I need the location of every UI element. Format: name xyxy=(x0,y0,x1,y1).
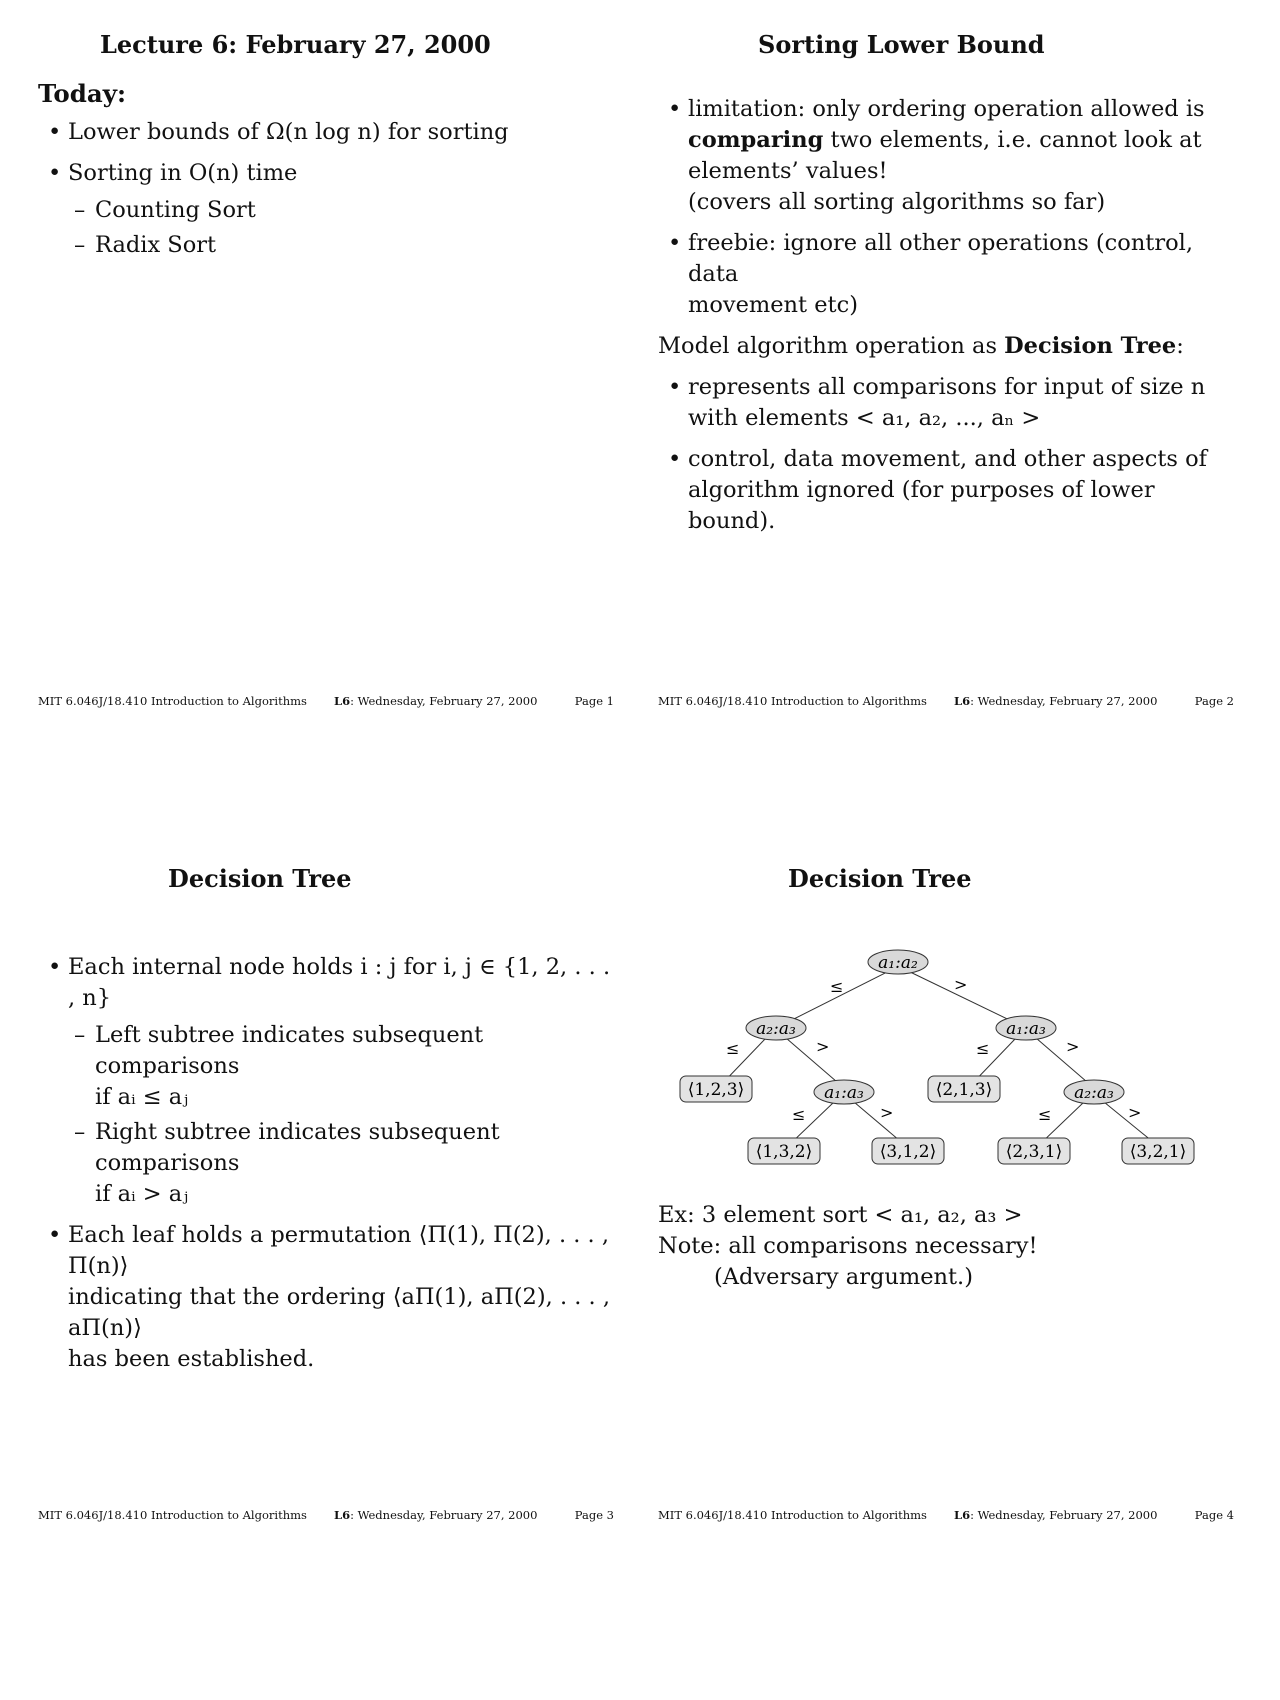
subbullet-left-subtree: – Left subtree indicates subsequent comparisons if aᵢ ≤ aⱼ xyxy=(68,1020,618,1113)
svg-text:a₁:a₂: a₁:a₂ xyxy=(878,953,918,973)
svg-text:⟨2,3,1⟩: ⟨2,3,1⟩ xyxy=(1005,1142,1063,1162)
edge-label-le: ≤ xyxy=(726,1039,740,1058)
node-root xyxy=(868,950,928,974)
slide-footer xyxy=(658,694,1234,710)
svg-text:a₁:a₃: a₁:a₃ xyxy=(1006,1019,1046,1039)
leaf-123 xyxy=(680,1076,752,1102)
slide-body xyxy=(38,952,618,1385)
bullet-freebie: • freebie: ignore all other operations (control, data movement etc) xyxy=(658,228,1238,321)
slide-body xyxy=(38,78,618,271)
bullet-limitation: • limitation: only ordering operation allowed is comparing two elements, i.e. cannot look at elements’ values! (covers all sorting algorithms so far) xyxy=(658,94,1238,218)
footer-lecture: L6: Wednesday, February 27, 2000 xyxy=(954,1508,1158,1522)
subbullet-counting-sort: – Counting Sort xyxy=(68,195,618,226)
footer-page: Page 4 xyxy=(1194,1508,1234,1522)
slide-title: Sorting Lower Bound xyxy=(758,30,1045,59)
svg-text:⟨1,3,2⟩: ⟨1,3,2⟩ xyxy=(755,1142,813,1162)
leaf-312 xyxy=(872,1138,944,1164)
leaf-231 xyxy=(998,1138,1070,1164)
bullet-control-ignored: • control, data movement, and other aspects of algorithm ignored (for purposes of lower bound). xyxy=(658,444,1238,537)
footer-page: Page 1 xyxy=(574,694,614,708)
slide-3 xyxy=(38,864,638,1700)
subbullet-radix-sort: – Radix Sort xyxy=(68,230,618,261)
model-statement: Model algorithm operation as Decision Tree: xyxy=(658,333,1184,359)
leaf-321 xyxy=(1122,1138,1194,1164)
edge-label-gt: > xyxy=(816,1037,830,1056)
footer-course: MIT 6.046J/18.410 Introduction to Algorithms xyxy=(38,694,307,708)
note-line: Note: all comparisons necessary! xyxy=(658,1233,1038,1259)
example-line: Ex: 3 element sort < a₁, a₂, a₃ > xyxy=(658,1202,1023,1228)
footer-course: MIT 6.046J/18.410 Introduction to Algorithms xyxy=(658,1508,927,1522)
slide-body xyxy=(658,1200,1238,1293)
decision-tree-diagram xyxy=(656,948,1216,1188)
subbullet-right-subtree: – Right subtree indicates subsequent comparisons if aᵢ > aⱼ xyxy=(68,1117,618,1210)
node-right-right xyxy=(1064,1080,1124,1104)
bullet-linear-sorting: • Sorting in O(n) time – Counting Sort – Radix Sort xyxy=(38,158,618,261)
svg-text:a₂:a₃: a₂:a₃ xyxy=(756,1019,796,1039)
adversary-line: (Adversary argument.) xyxy=(714,1264,973,1290)
footer-page: Page 2 xyxy=(1194,694,1234,708)
svg-text:⟨1,2,3⟩: ⟨1,2,3⟩ xyxy=(687,1080,745,1100)
slide-footer xyxy=(658,1508,1234,1524)
slide-title: Decision Tree xyxy=(168,864,352,893)
svg-text:⟨3,2,1⟩: ⟨3,2,1⟩ xyxy=(1129,1142,1187,1162)
svg-text:⟨3,1,2⟩: ⟨3,1,2⟩ xyxy=(879,1142,937,1162)
footer-lecture: L6: Wednesday, February 27, 2000 xyxy=(334,1508,538,1522)
node-right xyxy=(996,1016,1056,1040)
svg-text:a₂:a₃: a₂:a₃ xyxy=(1074,1083,1114,1103)
edge-label-le: ≤ xyxy=(830,977,844,996)
slide-body xyxy=(658,94,1238,547)
edge-label-gt: > xyxy=(1066,1037,1080,1056)
slide-1 xyxy=(38,20,638,820)
bullet-represents: • represents all comparisons for input of size n with elements < a₁, a₂, ..., aₙ > xyxy=(658,372,1238,434)
footer-course: MIT 6.046J/18.410 Introduction to Algorithms xyxy=(658,694,927,708)
edge-label-gt: > xyxy=(880,1103,894,1122)
bullet-leaf: • Each leaf holds a permutation ⟨Π(1), Π(2), . . . , Π(n)⟩ indicating that the ordering ⟨aΠ(1), aΠ(2), . . . , aΠ(n)⟩ has been established. xyxy=(38,1220,618,1375)
edge-label-gt: > xyxy=(954,975,968,994)
slide-title: Decision Tree xyxy=(788,864,972,893)
bullet-internal-node: • Each internal node holds i : j for i, j ∈ {1, 2, . . . , n} – Left subtree indicates subsequent comparisons if aᵢ ≤ aⱼ – Right subtree indicates subsequent comparisons if aᵢ > aⱼ xyxy=(38,952,618,1210)
edge-label-le: ≤ xyxy=(1038,1105,1052,1124)
footer-course: MIT 6.046J/18.410 Introduction to Algorithms xyxy=(38,1508,307,1522)
slide-2 xyxy=(658,20,1258,820)
svg-text:⟨2,1,3⟩: ⟨2,1,3⟩ xyxy=(935,1080,993,1100)
footer-page: Page 3 xyxy=(574,1508,614,1522)
edge-label-gt: > xyxy=(1128,1103,1142,1122)
node-left xyxy=(746,1016,806,1040)
edge-label-le: ≤ xyxy=(792,1105,806,1124)
slide-4 xyxy=(658,864,1258,1700)
node-left-right xyxy=(814,1080,874,1104)
footer-lecture: L6: Wednesday, February 27, 2000 xyxy=(954,694,1158,708)
today-heading: Today: xyxy=(38,79,127,108)
footer-lecture: L6: Wednesday, February 27, 2000 xyxy=(334,694,538,708)
edge-label-le: ≤ xyxy=(976,1039,990,1058)
slide-footer xyxy=(38,694,614,710)
slide-title: Lecture 6: February 27, 2000 xyxy=(100,30,491,59)
leaf-213 xyxy=(928,1076,1000,1102)
slide-footer xyxy=(38,1508,614,1524)
leaf-132 xyxy=(748,1138,820,1164)
bullet-lower-bounds: • Lower bounds of Ω(n log n) for sorting xyxy=(38,117,618,148)
svg-text:a₁:a₃: a₁:a₃ xyxy=(824,1083,864,1103)
